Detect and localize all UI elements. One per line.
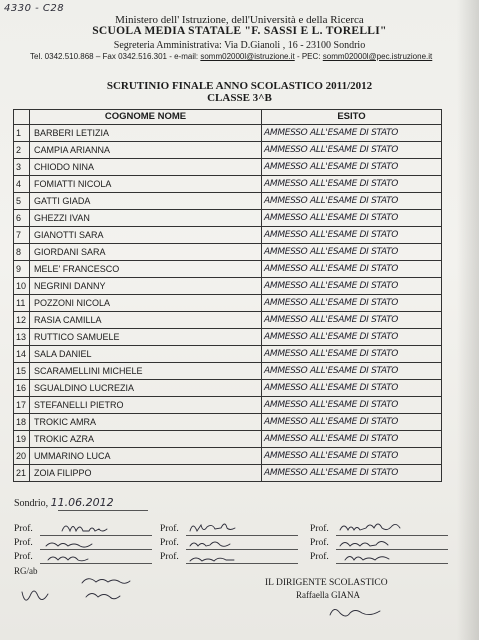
row-number: 21: [14, 465, 30, 482]
row-number: 6: [14, 210, 30, 227]
prof-label: Prof.: [160, 552, 179, 562]
signature-scribble: [190, 542, 230, 546]
handwritten-result: AMMESSO ALL'ESAME DI STATO: [262, 227, 442, 244]
signature-scribble: [22, 591, 48, 600]
student-name: UMMARINO LUCA: [30, 448, 262, 465]
prof-label: Prof.: [14, 538, 33, 548]
student-name: MELE' FRANCESCO: [30, 261, 262, 278]
signature-scribble: [340, 524, 400, 530]
signature-scribble: [345, 557, 389, 561]
prof-label: Prof.: [14, 552, 33, 562]
row-number: 9: [14, 261, 30, 278]
handwritten-corner-note: 4330 - C28: [4, 3, 65, 14]
director-title: IL DIRIGENTE SCOLASTICO: [265, 578, 388, 588]
result-column-header: ESITO: [262, 110, 442, 125]
handwritten-result: AMMESSO ALL'ESAME DI STATO: [262, 346, 442, 363]
signature-scribble: [86, 594, 120, 599]
student-name: SCARAMELLINI MICHELE: [30, 363, 262, 380]
student-name: POZZONI NICOLA: [30, 295, 262, 312]
student-name: CHIODO NINA: [30, 159, 262, 176]
row-number: 12: [14, 312, 30, 329]
student-name: NEGRINI DANNY: [30, 278, 262, 295]
signature-scribble: [46, 543, 92, 547]
handwritten-result: AMMESSO ALL'ESAME DI STATO: [262, 380, 442, 397]
row-number: 5: [14, 193, 30, 210]
signature-scribble: [340, 542, 388, 547]
student-name: RUTTICO SAMUELE: [30, 329, 262, 346]
pec-link[interactable]: somm02000l@pec.istruzione.it: [322, 52, 433, 61]
handwritten-result: AMMESSO ALL'ESAME DI STATO: [262, 363, 442, 380]
student-name: GHEZZI IVAN: [30, 210, 262, 227]
class-label: CLASSE 3^B: [207, 92, 272, 104]
student-name: STEFANELLI PIETRO: [30, 397, 262, 414]
row-number: 19: [14, 431, 30, 448]
row-number: 15: [14, 363, 30, 380]
student-name: GIANOTTI SARA: [30, 227, 262, 244]
document-title: SCRUTINIO FINALE ANNO SCOLASTICO 2011/2012: [106, 80, 373, 92]
handwritten-result: AMMESSO ALL'ESAME DI STATO: [262, 329, 442, 346]
handwritten-result: AMMESSO ALL'ESAME DI STATO: [262, 125, 442, 142]
handwritten-result: AMMESSO ALL'ESAME DI STATO: [262, 465, 442, 482]
handwritten-result: AMMESSO ALL'ESAME DI STATO: [262, 193, 442, 210]
prof-label: Prof.: [160, 524, 179, 534]
student-name: BARBERI LETIZIA: [30, 125, 262, 142]
prof-label: Prof.: [310, 552, 329, 562]
handwritten-result: AMMESSO ALL'ESAME DI STATO: [262, 295, 442, 312]
handwritten-result: AMMESSO ALL'ESAME DI STATO: [262, 261, 442, 278]
student-name: CAMPIA ARIANNA: [30, 142, 262, 159]
email-link[interactable]: somm02000l@istruzione.it: [200, 52, 295, 61]
handwritten-result: AMMESSO ALL'ESAME DI STATO: [262, 312, 442, 329]
row-number: 16: [14, 380, 30, 397]
student-name: SALA DANIEL: [30, 346, 262, 363]
signature-scribble: [82, 579, 130, 584]
handwritten-result: AMMESSO ALL'ESAME DI STATO: [262, 278, 442, 295]
row-number: 3: [14, 159, 30, 176]
student-name: TROKIC AZRA: [30, 431, 262, 448]
director-name: Raffaella GIANA: [296, 590, 361, 600]
student-name: GIORDANI SARA: [30, 244, 262, 261]
school-name: SCUOLA MEDIA STATALE "F. SASSI E L. TORELLI": [92, 25, 387, 37]
row-number: 2: [14, 142, 30, 159]
prof-label: Prof.: [310, 524, 329, 534]
ministry-heading: Ministero dell' Istruzione, dell'Università e della Ricerca: [115, 14, 364, 26]
page-shadow: [457, 0, 479, 640]
row-number: 10: [14, 278, 30, 295]
student-name: TROKIC AMRA: [30, 414, 262, 431]
signature-scribble: [190, 524, 235, 531]
pec-label: - PEC:: [294, 52, 323, 61]
student-name: SGUALDINO LUCREZIA: [30, 380, 262, 397]
signature-scribble: [330, 609, 380, 616]
row-number: 14: [14, 346, 30, 363]
place-label: Sondrio,: [14, 498, 49, 509]
row-number: 7: [14, 227, 30, 244]
row-number: 13: [14, 329, 30, 346]
student-name: GATTI GIADA: [30, 193, 262, 210]
row-number: 1: [14, 125, 30, 142]
name-column-header: COGNOME NOME: [30, 110, 262, 125]
initials-label: RG/ab: [14, 566, 38, 576]
handwritten-result: AMMESSO ALL'ESAME DI STATO: [262, 159, 442, 176]
handwritten-date: 11.06.2012: [50, 496, 114, 509]
row-number: 8: [14, 244, 30, 261]
handwritten-result: AMMESSO ALL'ESAME DI STATO: [262, 448, 442, 465]
row-number: 4: [14, 176, 30, 193]
handwritten-result: AMMESSO ALL'ESAME DI STATO: [262, 210, 442, 227]
handwritten-result: AMMESSO ALL'ESAME DI STATO: [262, 431, 442, 448]
row-number: 18: [14, 414, 30, 431]
student-name: FOMIATTI NICOLA: [30, 176, 262, 193]
row-number: 11: [14, 295, 30, 312]
prof-label: Prof.: [14, 524, 33, 534]
handwritten-result: AMMESSO ALL'ESAME DI STATO: [262, 176, 442, 193]
handwritten-result: AMMESSO ALL'ESAME DI STATO: [262, 244, 442, 261]
handwritten-result: AMMESSO ALL'ESAME DI STATO: [262, 142, 442, 159]
prof-label: Prof.: [310, 538, 329, 548]
handwritten-result: AMMESSO ALL'ESAME DI STATO: [262, 397, 442, 414]
contacts-text: Tel. 0342.510.868 – Fax 0342.516.301 - e-mail:: [30, 52, 201, 61]
signature-scribble: [48, 557, 88, 561]
row-number: 17: [14, 397, 30, 414]
school-address: Segreteria Amministrativa: Via D.Gianoli , 16 - 23100 Sondrio: [113, 40, 366, 51]
signature-scribble: [62, 526, 107, 531]
student-name: RASIA CAMILLA: [30, 312, 262, 329]
student-name: ZOIA FILIPPO: [30, 465, 262, 482]
row-number: 20: [14, 448, 30, 465]
signature-scribble: [190, 558, 234, 561]
handwritten-result: AMMESSO ALL'ESAME DI STATO: [262, 414, 442, 431]
prof-label: Prof.: [160, 538, 179, 548]
